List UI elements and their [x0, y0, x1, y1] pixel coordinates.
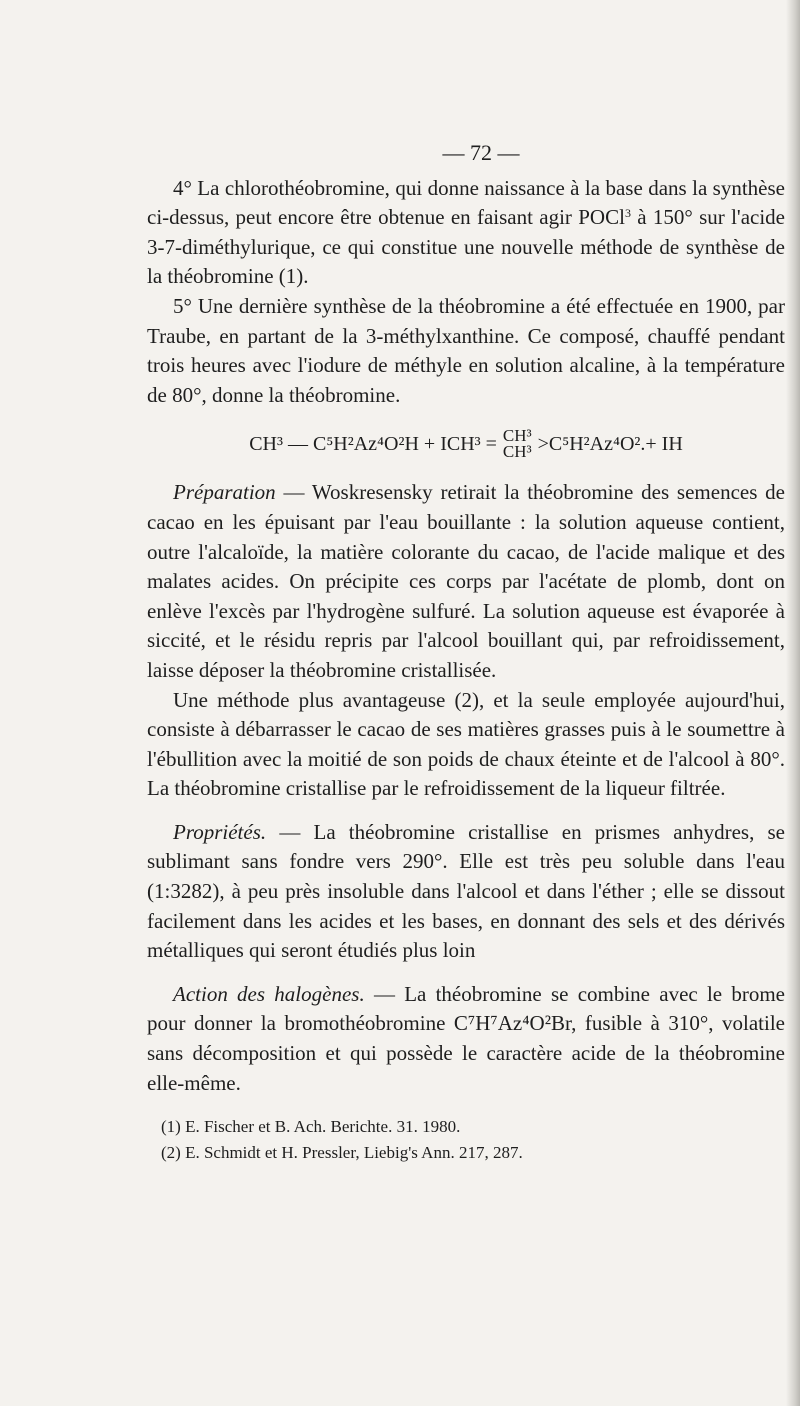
para1-lead: 4° La chlorothéobromine, qui donne naissance à la base dans la synthèse ci-dessus, peut encore être obtenue en faisant agir POCl	[147, 175, 785, 230]
footnote-1: (1) E. Fischer et B. Ach. Berichte. 31. 1980.	[161, 1117, 461, 1137]
preparation-text: — Woskresensky retirait la théobromine des semences de cacao en les épuisant par l'eau bouillante : la solution aqueuse contient, outre l'alcaloïde, la matière colorante du cacao, de l'acide malique et des malates acides. On précipite ces corps par l'acétate de plomb, dont on enlève l'excès par l'hydrogène sulfuré. La solution aqueuse est évaporée à siccité, et le résidu repris par l'alcool bouillant qui, par refroidissement, laisse déposer la théobromine cristallisée.	[147, 480, 785, 682]
para1-rest: à 150° sur l'acide 3-7-diméthylurique, ce qui constitue une nouvelle méthode de synthèse de la théobromine (1).	[147, 205, 785, 289]
halogenes-heading: Action des halogènes.	[173, 981, 365, 1006]
footnote-2: (2) E. Schmidt et H. Pressler, Liebig's Ann. 217, 287.	[161, 1143, 523, 1163]
paragraph-traube: 5° Une dernière synthèse de la théobromine a été effectuée en 1900, par Traube, en partant de la 3-méthylxanthine. Ce composé, chauffé pendant trois heures avec l'iodure de méthyle en solution alcaline, à la température de 80°, donne la théobromine.	[147, 293, 785, 407]
proprietes-text: — La théobromine cristallise en prismes anhydres, se sublimant sans fondre vers 290°. Elle est très peu soluble dans l'eau (1:3282), à peu près insoluble dans l'alcool et dans l'éther ; elle se dissout facilement dans les acides et les bases, en donnant des sels et des dérivés métalliques qui seront étudiés plus loin	[147, 819, 785, 963]
chemical-equation	[147, 422, 785, 466]
formula-stack-bottom: CH³	[502, 442, 532, 462]
paragraph-methode: Une méthode plus avantageuse (2), et la seule employée aujourd'hui, consiste à débarrasser le cacao de ses matières grasses puis à le soumettre à l'ébullition avec la moitié de son poids de chaux éteinte et de l'alcool à 80°. La théobromine cristallise par le refroidissement de la liqueur filtrée.	[147, 687, 785, 801]
preparation-heading: Préparation	[173, 480, 276, 505]
page-edge-shadow	[786, 0, 800, 1406]
formula-stack-top: CH³	[502, 426, 532, 446]
proprietes-heading: Propriétés.	[173, 819, 267, 844]
para1-sup: 3	[624, 206, 631, 221]
formula-stack	[503, 428, 532, 460]
formula-left: CH³ — C⁵H²Az⁴O²H + ICH³ =	[249, 432, 497, 455]
paragraph-preparation	[147, 478, 785, 685]
formula-right: >C⁵H²Az⁴O².+ IH	[537, 432, 683, 455]
page-number: — 72 —	[442, 140, 520, 165]
footnotes	[147, 1114, 785, 1166]
paragraph-halogenes	[147, 980, 785, 1098]
halogenes-text: — La théobromine se combine avec le brome pour donner la bromothéobromine C⁷H⁷Az⁴O²Br, fusible à 310°, volatile sans décomposition et qui possède le caractère acide de la théobromine elle-même.	[147, 981, 785, 1095]
text-column	[147, 138, 785, 1166]
paragraph-proprietes	[147, 818, 785, 966]
paragraph-chlorotheobromine	[147, 174, 785, 292]
